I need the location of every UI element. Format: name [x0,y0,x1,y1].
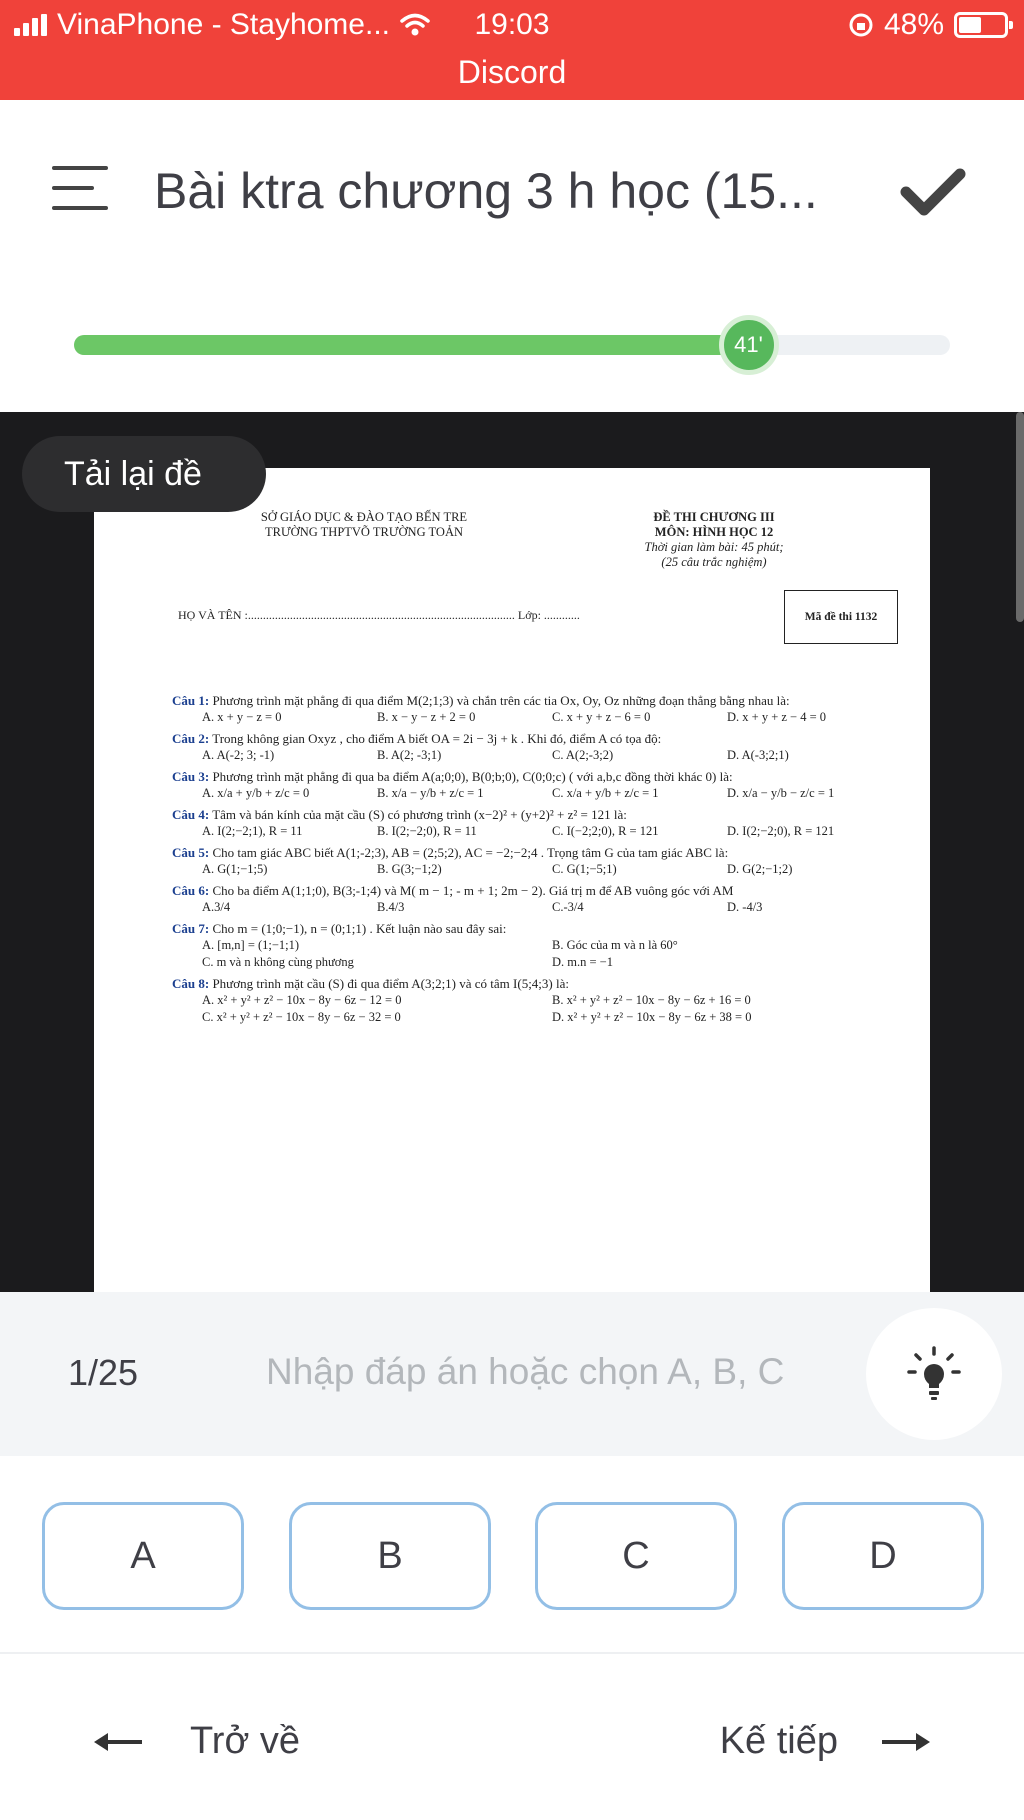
question-option: D. x² + y² + z² − 10x − 8y − 6z + 38 = 0 [552,1010,752,1024]
question-number: Câu 1: [172,693,210,708]
question-item [172,844,902,878]
question-option: A. A(-2; 3; -1) [202,748,275,762]
progress-fill [74,335,749,355]
status-bar [0,0,1024,100]
question-body: Trong không gian Oxyz , cho điểm A biết OA = 2i − 3j + k . Khi đó, điểm A có tọa độ: [212,731,662,746]
question-option: A.3/4 [202,900,231,914]
question-body: Cho tam giác ABC biết A(1;-2;3), AB = (2;5;2), AC = −2;−2;4 . Trọng tâm G của tam giác ABC là: [212,845,729,860]
question-option: B. A(2; -3;1) [377,748,442,762]
choice-a-button[interactable]: A [42,1502,244,1610]
question-counter: 1/25 [68,1352,139,1393]
question-option: A. x/a + y/b + z/c = 0 [202,786,310,800]
reload-button[interactable]: Tải lại đề [22,436,266,512]
option-row [172,992,902,1026]
question-text [172,692,902,709]
question-number: Câu 4: [172,807,210,822]
carrier-label: VinaPhone - Stayhome... [57,8,390,41]
option-row [172,823,902,840]
question-option: C. m và n không cùng phương [202,955,354,969]
question-option: B.4/3 [377,900,405,914]
question-body: Tâm và bán kính của mặt cầu (S) có phương trình (x−2)² + (y+2)² + z² = 121 là: [212,807,627,822]
question-option: D. G(2;−1;2) [727,862,793,876]
back-button[interactable] [92,1720,300,1763]
question-option: C.-3/4 [552,900,584,914]
exam-line-4: (25 câu trắc nghiệm) [661,555,767,569]
battery-percent: 48% [883,8,944,41]
question-option: D. A(-3;2;1) [727,748,789,762]
question-body: Phương trình mặt phẳng đi qua điểm M(2;1;3) và chắn trên các tia Ox, Oy, Oz những đoạn thẳng bằng nhau là: [212,693,790,708]
class-label: Lớp: ............ [517,608,580,622]
option-row [172,937,902,971]
clock: 19:03 [474,8,550,41]
question-number: Câu 2: [172,731,210,746]
question-option: A. x + y − z = 0 [202,710,282,724]
exam-line-3: Thời gian làm bài: 45 phút; [644,540,784,554]
question-option: B. x/a − y/b + z/c = 1 [377,786,484,800]
option-row [172,747,902,764]
name-label: HỌ VÀ TÊN :......................................................................................... [178,608,515,622]
question-option: D. m.n = −1 [552,955,613,969]
question-option: C. G(1;−5;1) [552,862,617,876]
next-button[interactable] [720,1720,932,1763]
progress-bar [74,332,950,357]
question-option: D. -4/3 [727,900,763,914]
question-option: B. Góc của m và n là 60° [552,938,678,952]
divider [0,1652,1024,1654]
question-option: B. x² + y² + z² − 10x − 8y − 6z + 16 = 0 [552,993,751,1007]
question-option: B. G(3;−1;2) [377,862,442,876]
question-item [172,768,902,802]
exam-line-2: MÔN: HÌNH HỌC 12 [654,525,774,539]
back-label: Trở về [190,1720,301,1762]
hint-button[interactable] [866,1308,1002,1440]
choice-c-button[interactable]: C [535,1502,737,1610]
choice-row [0,1500,1024,1610]
question-text [172,920,902,937]
exam-paper [94,468,930,1292]
document-viewer[interactable] [0,412,1024,1292]
question-body: Phương trình mặt phẳng đi qua ba điểm A(a;0;0), B(0;b;0), C(0;0;c) ( với a,b,c đồng thời khác 0) là: [212,769,733,784]
question-text [172,806,902,823]
question-list [172,692,902,1030]
next-label: Kế tiếp [719,1720,838,1762]
question-text [172,975,902,992]
question-item [172,882,902,916]
exam-header [574,510,854,570]
question-item [172,730,902,764]
question-text [172,844,902,861]
question-body: Cho ba điểm A(1;1;0), B(3;-1;4) và M( m − 1; - m + 1; 2m − 2). Giá trị m để AB vuông góc với AM [212,883,734,898]
question-number: Câu 8: [172,976,210,991]
question-option: C. A(2;-3;2) [552,748,614,762]
question-option: D. I(2;−2;0), R = 121 [727,824,835,838]
scrollbar[interactable] [1016,412,1024,622]
option-row [172,861,902,878]
student-info-line [178,608,580,623]
question-option: A. x² + y² + z² − 10x − 8y − 6z − 12 = 0 [202,993,402,1007]
question-option: D. x + y + z − 4 = 0 [727,710,827,724]
header [0,100,1024,280]
question-item [172,692,902,726]
battery-icon [954,12,1008,38]
option-row [172,709,902,726]
choice-d-button[interactable]: D [782,1502,984,1610]
arrow-left-icon [92,1728,144,1756]
question-body: Phương trình mặt cầu (S) đi qua điểm A(3;2;1) và có tâm I(5;4;3) là: [212,976,569,991]
question-option: C. x/a + y/b + z/c = 1 [552,786,659,800]
question-option: B. x − y − z + 2 = 0 [377,710,476,724]
question-option: C. x + y + z − 6 = 0 [552,710,651,724]
exam-line-1: ĐỀ THI CHƯƠNG III [653,510,775,524]
exam-code-box: Mã đề thi 1132 [784,590,898,644]
answer-bar [0,1292,1024,1456]
option-row [172,785,902,802]
page-title: Bài ktra chương 3 h học (15... [154,163,818,219]
question-option: C. x² + y² + z² − 10x − 8y − 6z − 32 = 0 [202,1010,401,1024]
choice-b-button[interactable]: B [289,1502,491,1610]
org-line-2: TRƯỜNG THPTVÕ TRƯỜNG TOẢN [265,525,463,539]
answer-input[interactable] [266,1344,826,1400]
check-icon[interactable] [900,166,966,218]
question-item [172,975,902,1026]
bottom-nav [0,1680,1024,1800]
app-name: Discord [457,54,567,90]
question-text [172,882,902,899]
hamburger-icon[interactable] [52,166,108,210]
rotation-lock-icon [848,12,874,38]
question-option: A. I(2;−2;1), R = 11 [202,824,303,838]
status-right [848,8,1008,42]
question-body: Cho m = (1;0;−1), n = (0;1;1) . Kết luận nào sau đây sai: [212,921,507,936]
question-number: Câu 3: [172,769,210,784]
question-text [172,768,902,785]
option-row [172,899,902,916]
question-text [172,730,902,747]
question-option: A. [m,n] = (1;−1;1) [202,938,300,952]
question-option: A. G(1;−1;5) [202,862,268,876]
question-option: B. I(2;−2;0), R = 11 [377,824,477,838]
question-number: Câu 5: [172,845,210,860]
question-option: C. I(−2;2;0), R = 121 [552,824,659,838]
arrow-right-icon [880,1728,932,1756]
question-item [172,920,902,971]
question-option: D. x/a − y/b − z/c = 1 [727,786,835,800]
timer-badge: 41' [719,315,779,375]
question-item [172,806,902,840]
question-number: Câu 7: [172,921,210,936]
question-number: Câu 6: [172,883,210,898]
org-line-1: SỞ GIÁO DỤC & ĐÀO TẠO BẾN TRE [260,510,468,524]
lightbulb-icon [904,1344,964,1404]
school-header [204,510,524,540]
